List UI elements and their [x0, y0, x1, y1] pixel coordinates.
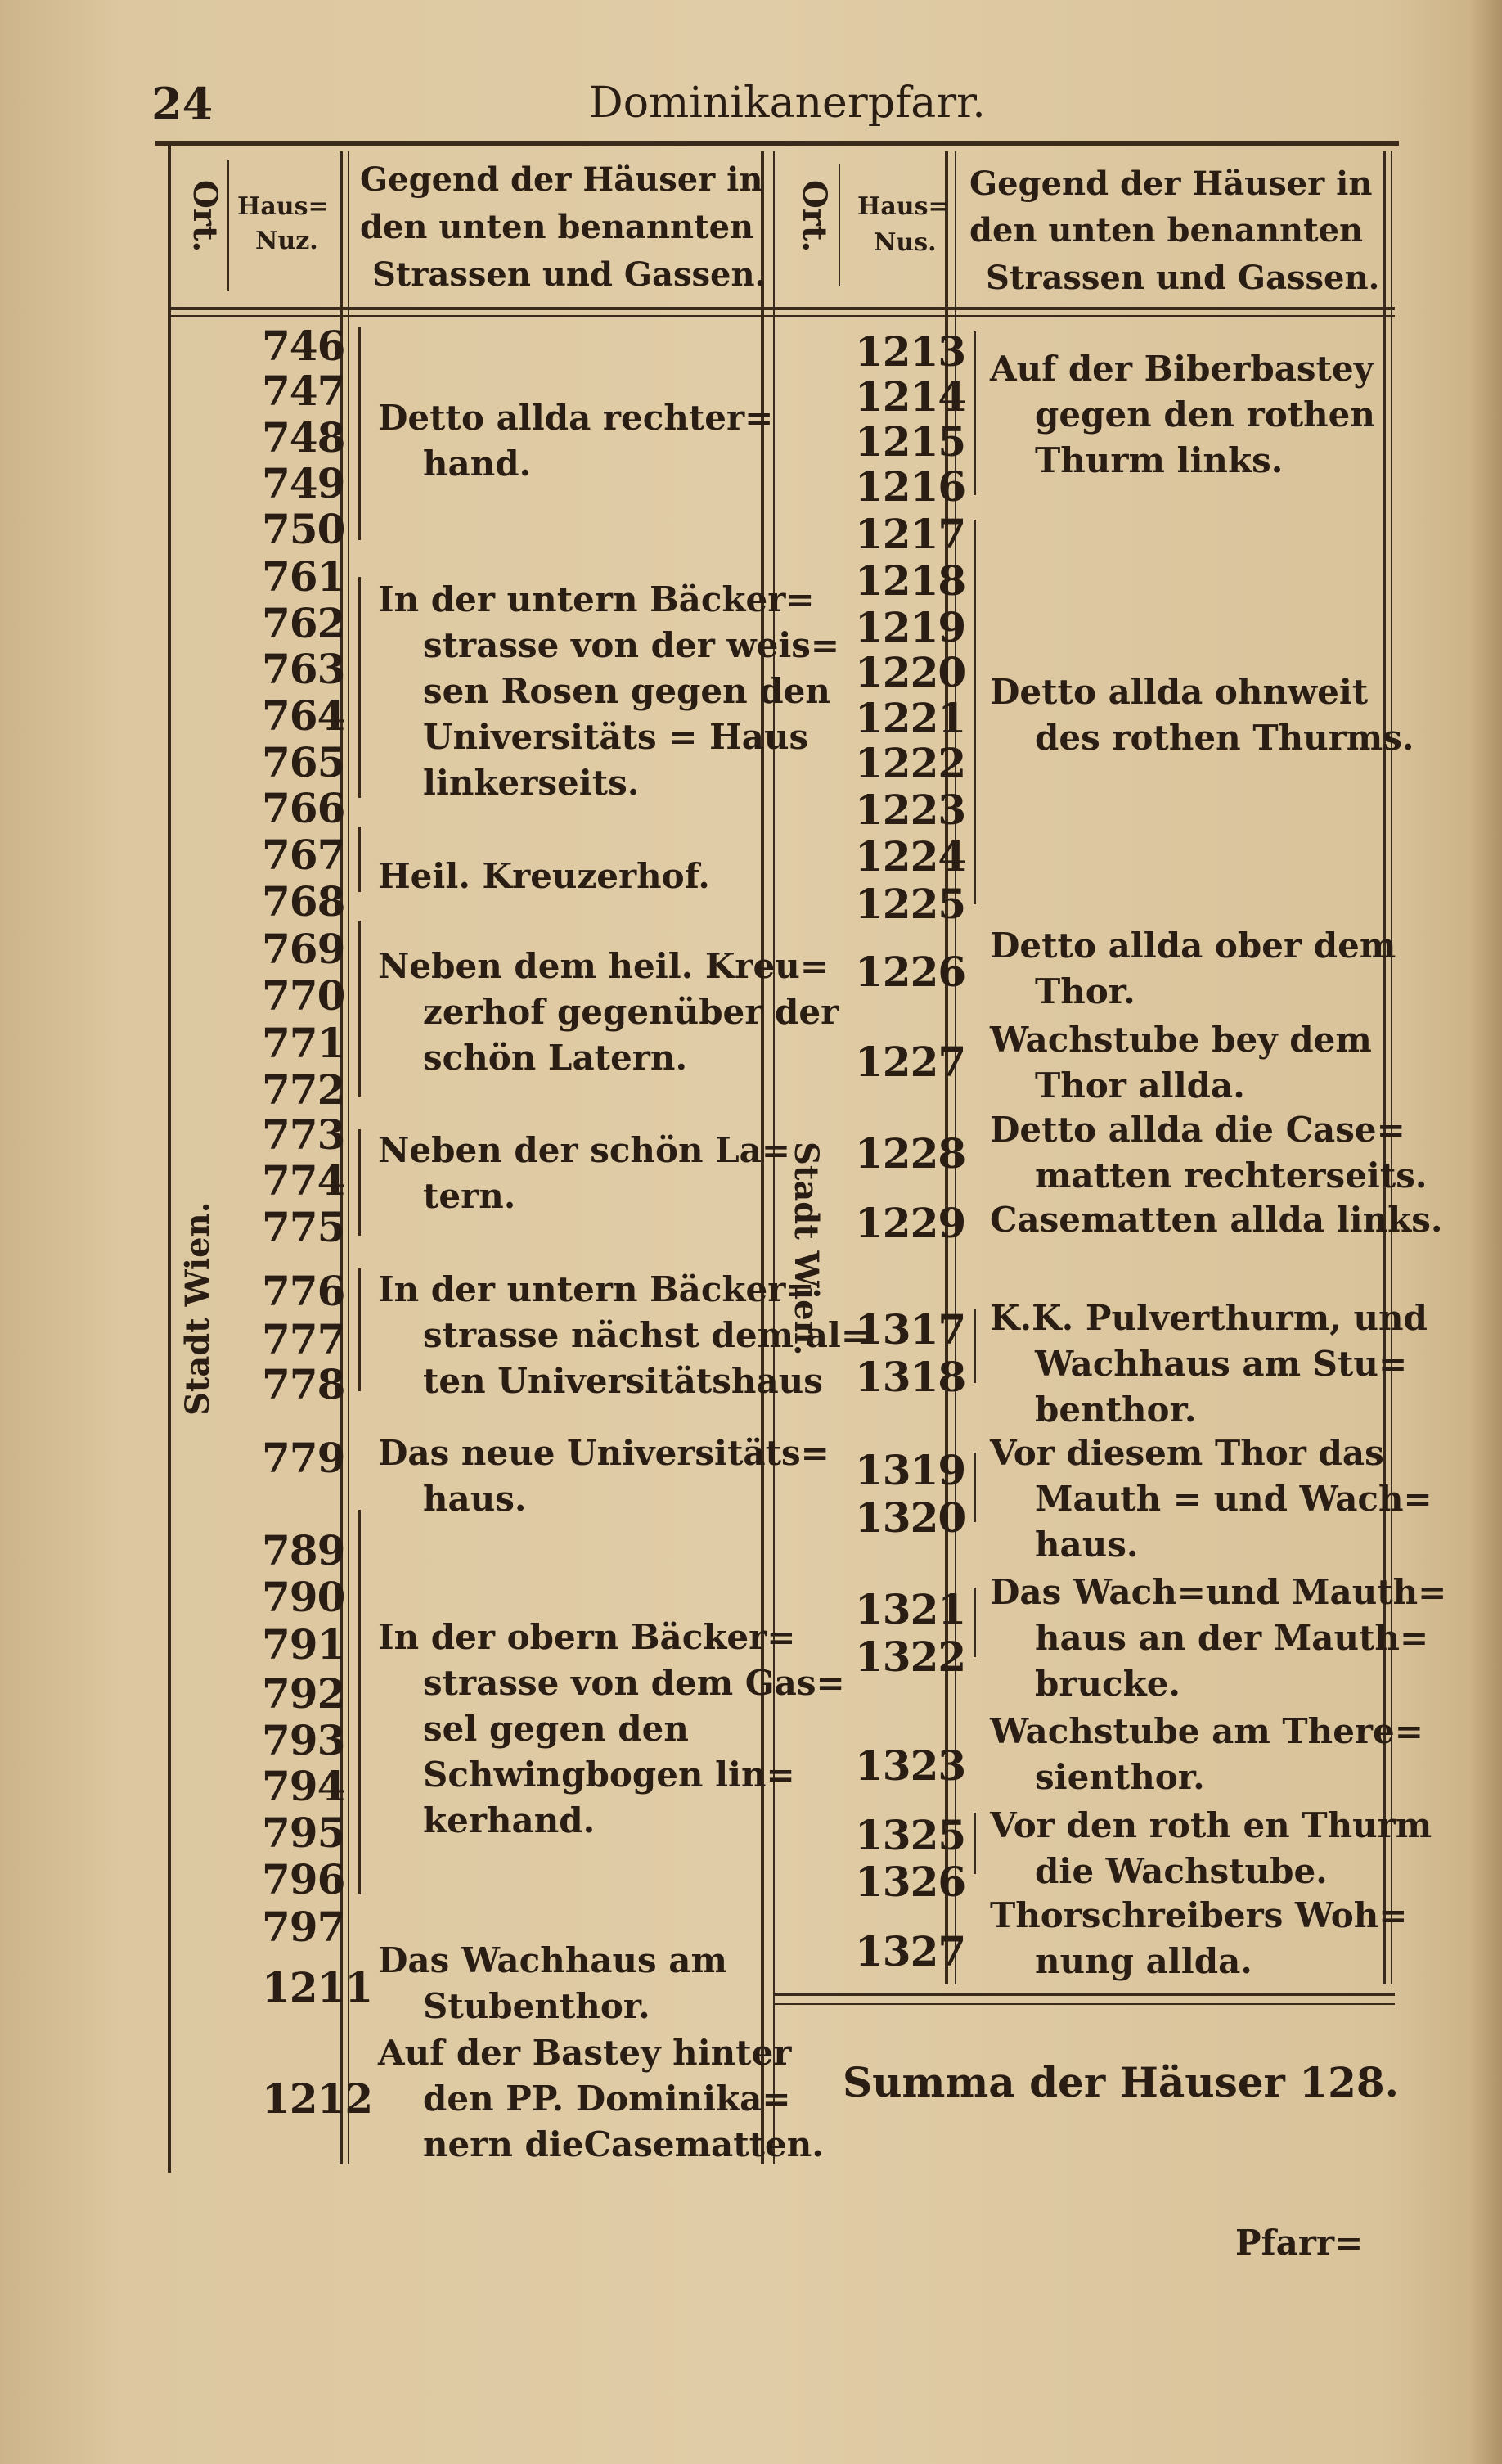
right-house-number: 1217 — [855, 510, 966, 558]
brace-10 — [974, 1309, 976, 1383]
summary-total: Summa der Häuser 128. — [843, 2058, 1400, 2106]
right-frame-line — [1383, 151, 1386, 1984]
left-house-number: 761 — [262, 552, 345, 601]
right-house-number: 1221 — [855, 694, 966, 742]
left-house-number: 1211 — [262, 1963, 373, 2011]
brace-12 — [974, 1588, 976, 1657]
right-house-number: 1227 — [855, 1038, 966, 1086]
left-house-number: 793 — [262, 1716, 345, 1764]
brace-7 — [358, 1510, 361, 1894]
left-frame-line — [168, 143, 171, 2173]
right-entry-line: Detto allda die Case= — [990, 1110, 1405, 1150]
left-house-number: 778 — [262, 1360, 345, 1408]
left-house-number: 790 — [262, 1573, 345, 1621]
left-house-number: 746 — [262, 322, 345, 370]
right-house-number: 1226 — [855, 948, 966, 996]
left-house-number: 747 — [262, 367, 345, 415]
right-entry-line: Detto allda ober dem — [990, 926, 1396, 966]
left-ort-vertical: Stadt Wien. — [178, 1201, 217, 1416]
right-haus-header-2: Nus. — [874, 228, 937, 257]
left-entry-line: nern dieCasematten. — [423, 2124, 824, 2164]
running-title: Dominikanerpfarr. — [589, 79, 986, 128]
left-house-number: 749 — [262, 459, 345, 507]
left-house-number: 795 — [262, 1809, 345, 1857]
left-house-number: 772 — [262, 1065, 345, 1114]
left-entry-line: In der obern Bäcker= — [378, 1617, 796, 1657]
right-house-number: 1216 — [855, 462, 966, 511]
right-ort-header: Ort. — [795, 180, 834, 253]
left-house-number: 763 — [262, 645, 345, 693]
right-entry-line: haus an der Mauth= — [1035, 1618, 1429, 1658]
right-entry-line: Das Wach=und Mauth= — [990, 1572, 1447, 1612]
right-house-number: 1323 — [855, 1741, 966, 1790]
left-entry-line: In der untern Bäcker= — [378, 579, 815, 619]
left-entry-line: Schwingbogen lin= — [423, 1755, 795, 1795]
right-ort-vertical: Stadt Wien. — [787, 1142, 825, 1356]
left-haus-header-2: Nuz. — [255, 227, 318, 255]
left-house-number: 773 — [262, 1110, 345, 1159]
right-entry-line: Detto allda ohnweit — [990, 672, 1369, 712]
left-entry-line: strasse von dem Gas= — [423, 1663, 845, 1703]
right-house-number: 1322 — [855, 1633, 966, 1681]
left-house-number: 789 — [262, 1526, 345, 1574]
right-house-number: 1321 — [855, 1585, 966, 1633]
right-house-number: 1317 — [855, 1305, 966, 1354]
left-house-number: 762 — [262, 599, 345, 647]
right-house-number: 1223 — [855, 786, 966, 834]
page-number: 24 — [151, 78, 214, 130]
right-entry-line: matten rechterseits. — [1035, 1155, 1428, 1196]
right-entry-line: Thor allda. — [1035, 1065, 1245, 1106]
right-entry-line: Vor diesem Thor das — [990, 1433, 1384, 1473]
left-house-number: 775 — [262, 1203, 345, 1251]
left-house-number: 1212 — [262, 2074, 373, 2123]
header-bottom-rule-thin — [168, 315, 1395, 317]
left-entry-line: linkerseits. — [423, 763, 640, 803]
left-entry-line: strasse nächst dem al= — [423, 1315, 870, 1355]
top-rule — [155, 141, 1399, 146]
left-entry-line: Universitäts = Haus — [423, 717, 809, 757]
right-entry-line: brucke. — [1035, 1664, 1181, 1704]
brace-3 — [358, 827, 361, 892]
left-house-number: 797 — [262, 1903, 345, 1951]
right-house-number: 1215 — [855, 417, 966, 466]
left-entry-line: Das neue Universitäts= — [378, 1433, 830, 1473]
left-haus-divider-thin — [348, 151, 349, 2164]
left-entry-line: schön Latern. — [423, 1038, 688, 1078]
right-entry-line: Thor. — [1035, 971, 1135, 1011]
brace-6 — [358, 1268, 361, 1391]
left-house-number: 791 — [262, 1620, 345, 1669]
right-entry-line: die Wachstube. — [1035, 1851, 1328, 1891]
left-house-number: 748 — [262, 413, 345, 462]
left-house-number: 769 — [262, 925, 345, 973]
right-entry-line: Thorschreibers Woh= — [990, 1895, 1408, 1935]
right-gegend-header-1: Gegend der Häuser in — [969, 164, 1373, 203]
left-entry-line: tern. — [423, 1176, 516, 1216]
left-haus-header-1: Haus= — [237, 192, 329, 221]
right-gegend-header-2: den unten benannten — [969, 211, 1364, 250]
right-entry-line: Wachhaus am Stu= — [1035, 1344, 1408, 1384]
right-house-number: 1318 — [855, 1353, 966, 1401]
right-house-number: 1214 — [855, 372, 966, 421]
left-house-number: 750 — [262, 505, 345, 553]
left-house-number: 771 — [262, 1019, 345, 1067]
right-house-number: 1325 — [855, 1811, 966, 1859]
left-house-number: 777 — [262, 1315, 345, 1363]
right-house-number: 1213 — [855, 327, 966, 376]
right-bottom-rule-thin — [773, 2003, 1395, 2005]
right-entry-line: haus. — [1035, 1525, 1139, 1565]
left-entry-line: Auf der Bastey hinter — [378, 2033, 792, 2073]
right-house-number: 1326 — [855, 1858, 966, 1906]
right-entry-line: des rothen Thurms. — [1035, 718, 1414, 758]
left-entry-line: Das Wachhaus am — [378, 1940, 727, 1980]
right-entry-line: gegen den rothen — [1035, 394, 1375, 435]
left-entry-line: Neben der schön La= — [378, 1130, 791, 1170]
right-bottom-rule — [773, 1993, 1395, 1996]
left-entry-line: ten Universitätshaus — [423, 1361, 823, 1401]
brace-11 — [974, 1453, 976, 1522]
right-house-number: 1327 — [855, 1927, 966, 1975]
right-house-number: 1228 — [855, 1129, 966, 1178]
right-haus-header-1: Haus= — [857, 192, 949, 221]
left-house-number: 764 — [262, 691, 345, 740]
right-house-number: 1219 — [855, 603, 966, 651]
left-house-number: 767 — [262, 831, 345, 879]
left-entry-line: Neben dem heil. Kreu= — [378, 946, 830, 986]
brace-2 — [358, 577, 361, 798]
right-house-number: 1224 — [855, 832, 966, 881]
left-entry-line: strasse von der weis= — [423, 625, 840, 665]
left-house-number: 768 — [262, 877, 345, 926]
left-ort-header: Ort. — [186, 180, 224, 253]
right-house-number: 1320 — [855, 1493, 966, 1542]
brace-1 — [358, 327, 361, 540]
right-entry-line: nung allda. — [1035, 1941, 1252, 1981]
right-entry-line: Wachstube am There= — [990, 1711, 1423, 1751]
right-entry-line: Thurm links. — [1035, 440, 1284, 480]
left-house-number: 766 — [262, 784, 345, 832]
catchword: Pfarr= — [1235, 2223, 1364, 2263]
left-house-number: 794 — [262, 1762, 345, 1810]
brace-8 — [974, 331, 976, 495]
left-entry-line: In der untern Bäcker= — [378, 1269, 815, 1309]
brace-13 — [974, 1813, 976, 1874]
left-entry-line: sen Rosen gegen den — [423, 671, 830, 711]
left-house-number: 774 — [262, 1156, 345, 1205]
left-house-number: 765 — [262, 738, 345, 786]
left-entry-line: haus. — [423, 1479, 527, 1519]
left-entry-line: zerhof gegenüber der — [423, 992, 839, 1032]
right-ort-divider — [839, 164, 840, 286]
right-frame-line-thin — [1391, 151, 1392, 1984]
left-house-number: 770 — [262, 971, 345, 1020]
brace-5 — [358, 1129, 361, 1236]
left-house-number: 796 — [262, 1855, 345, 1903]
left-entry-line: kerhand. — [423, 1800, 596, 1840]
left-gegend-header-1: Gegend der Häuser in — [360, 160, 763, 199]
brace-4 — [358, 921, 361, 1097]
right-house-number: 1220 — [855, 648, 966, 696]
left-entry-line: hand. — [423, 444, 532, 484]
left-entry-line: Stubenthor. — [423, 1986, 650, 2026]
right-house-number: 1218 — [855, 556, 966, 605]
right-house-number: 1222 — [855, 739, 966, 787]
left-entry-line: den PP. Dominika= — [423, 2079, 791, 2119]
left-gegend-header-2: den unten benannten — [360, 208, 754, 246]
right-entry-line: K.K. Pulverthurm, und — [990, 1298, 1428, 1338]
right-house-number: 1225 — [855, 880, 966, 928]
left-ort-divider — [227, 160, 229, 291]
left-entry-line: Detto allda rechter= — [378, 398, 774, 438]
right-house-number: 1229 — [855, 1199, 966, 1247]
left-house-number: 792 — [262, 1669, 345, 1718]
brace-9 — [974, 520, 976, 904]
right-gegend-header-3: Strassen und Gassen. — [986, 259, 1380, 297]
right-entry-line: benthor. — [1035, 1390, 1197, 1430]
left-house-number: 776 — [262, 1267, 345, 1315]
right-entry-line: sienthor. — [1035, 1757, 1205, 1797]
left-house-number: 779 — [262, 1434, 345, 1482]
left-entry-line: Heil. Kreuzerhof. — [378, 856, 710, 896]
right-entry-line: Auf der Biberbastey — [990, 349, 1374, 389]
left-entry-line: sel gegen den — [423, 1709, 689, 1749]
left-gegend-header-3: Strassen und Gassen. — [372, 255, 767, 294]
right-entry-line: Casematten allda links. — [990, 1200, 1443, 1240]
right-entry-line: Wachstube bey dem — [990, 1020, 1372, 1060]
right-entry-line: Vor den roth en Thurm — [990, 1805, 1432, 1845]
right-entry-line: Mauth = und Wach= — [1035, 1479, 1432, 1519]
right-house-number: 1319 — [855, 1446, 966, 1494]
header-bottom-rule — [168, 307, 1395, 310]
